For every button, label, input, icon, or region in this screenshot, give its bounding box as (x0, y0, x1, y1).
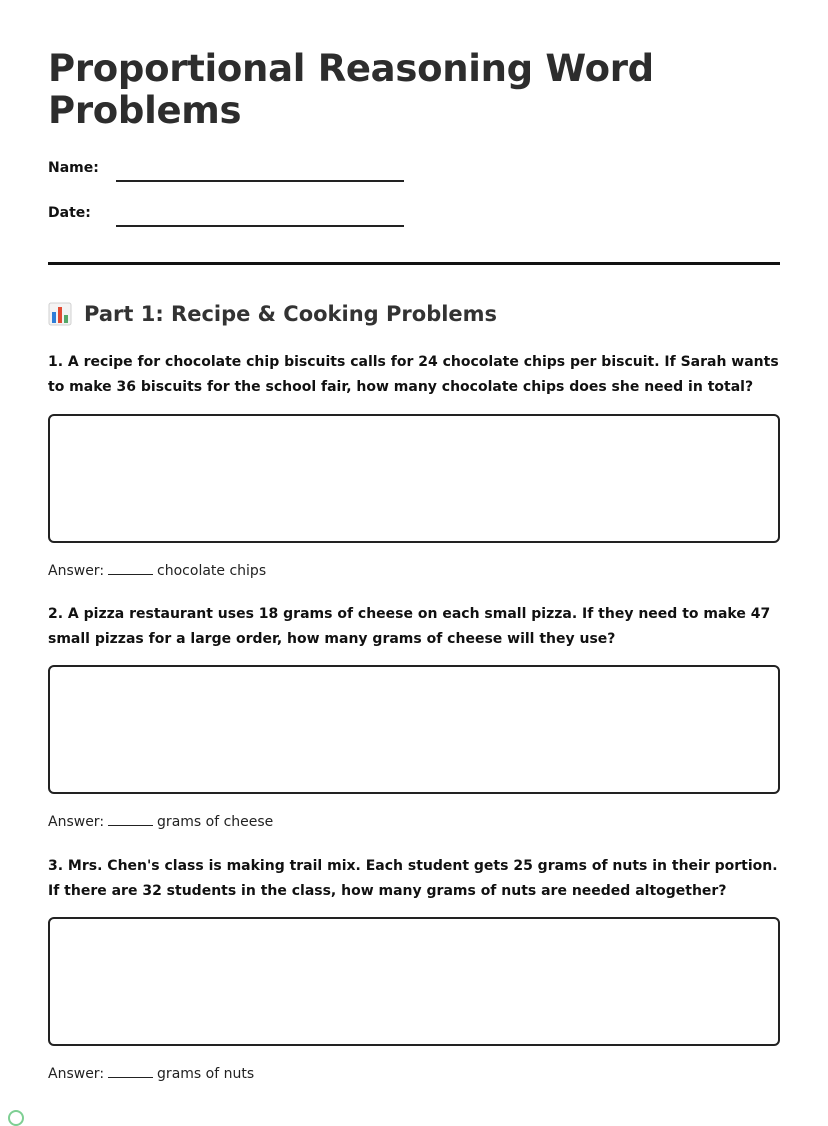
work-box-3[interactable] (48, 917, 780, 1046)
answer-line-3 (48, 1066, 254, 1082)
answer-blank-1[interactable] (108, 574, 153, 575)
worksheet-title: Proportional Reasoning Word Problems (48, 47, 654, 132)
question-3: 3. Mrs. Chen's class is making trail mix. Each student gets 25 grams of nuts in their portion. If there are 32 students in the class, how many grams of nuts are needed altogether? (48, 858, 778, 899)
answer-unit: grams of nuts (157, 1066, 255, 1082)
section-heading-part-1 (48, 298, 497, 330)
work-box-2[interactable] (48, 665, 780, 794)
answer-prefix: Answer: (48, 563, 105, 579)
name-write-line[interactable] (116, 180, 404, 182)
answer-unit: chocolate chips (157, 563, 267, 579)
question-2: 2. A pizza restaurant uses 18 grams of cheese on each small pizza. If they need to make 47 small pizzas for a large order, how many grams of cheese will they use? (48, 606, 771, 647)
header-divider (48, 262, 780, 265)
answer-prefix: Answer: (48, 1066, 105, 1082)
question-1: 1. A recipe for chocolate chip biscuits calls for 24 chocolate chips per biscuit. If Sarah wants to make 36 biscuits for the school fair, how many chocolate chips does she need in total? (48, 354, 779, 395)
date-field (48, 205, 408, 229)
section-heading-text: Part 1: Recipe & Cooking Problems (84, 302, 498, 326)
bar-chart-icon (48, 302, 72, 326)
answer-blank-2[interactable] (108, 825, 153, 826)
answer-prefix: Answer: (48, 814, 105, 830)
answer-unit: grams of cheese (157, 814, 274, 830)
answer-line-1 (48, 563, 266, 579)
work-box-1[interactable] (48, 414, 780, 543)
answer-line-2 (48, 814, 273, 830)
next-section-icon (8, 1110, 24, 1126)
date-label: Date: (48, 205, 91, 221)
name-field (48, 160, 408, 184)
name-label: Name: (48, 160, 99, 176)
answer-blank-3[interactable] (108, 1077, 153, 1078)
date-write-line[interactable] (116, 225, 404, 227)
